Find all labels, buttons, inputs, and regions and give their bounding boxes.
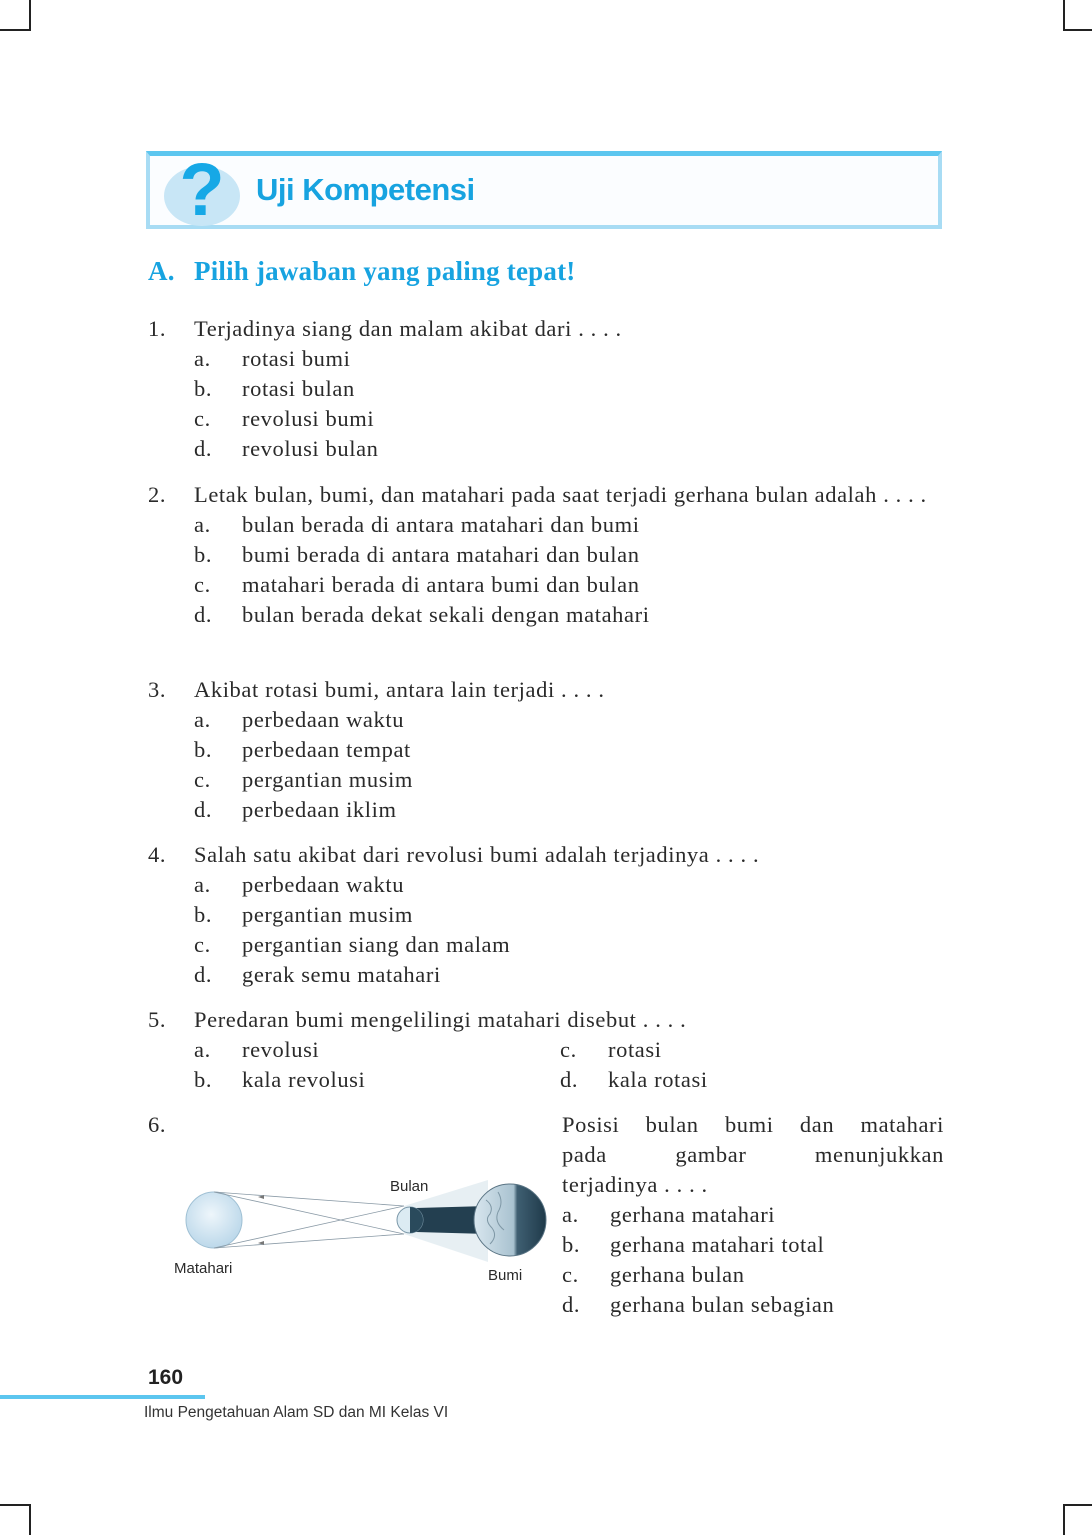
section-title: [148, 256, 575, 287]
question-number: 6.: [148, 1112, 167, 1137]
option-letter: d.: [194, 602, 213, 627]
option-letter: d.: [194, 797, 213, 822]
option-text: rotasi bulan: [242, 376, 355, 401]
option-b[interactable]: [194, 540, 944, 570]
option-list: [194, 1035, 944, 1095]
option-text: pergantian musim: [242, 767, 414, 792]
option-letter: b.: [194, 542, 213, 567]
option-letter: c.: [560, 1037, 577, 1062]
question-5: [148, 1005, 944, 1095]
option-letter: b.: [194, 902, 213, 927]
option-letter: c.: [194, 932, 211, 957]
section-instruction: Pilih jawaban yang paling tepat!: [194, 256, 576, 286]
option-c[interactable]: [194, 930, 944, 960]
question-stem: [562, 1110, 944, 1200]
question-stem: Terjadinya siang dan malam akibat dari . . . .: [194, 316, 622, 341]
option-letter: a.: [194, 512, 211, 537]
moon-label: Bulan: [390, 1178, 429, 1195]
option-letter: a.: [194, 346, 211, 371]
option-letter: d.: [194, 436, 213, 461]
question-stem: Akibat rotasi bumi, antara lain terjadi . . . .: [194, 677, 605, 702]
option-text: gerhana bulan sebagian: [610, 1292, 835, 1317]
option-letter: d.: [562, 1292, 581, 1317]
option-b[interactable]: [194, 735, 944, 765]
lunar-eclipse-diagram: [168, 1170, 558, 1290]
question-stem: Letak bulan, bumi, dan matahari pada saat terjadi gerhana bulan adalah . . . .: [194, 482, 927, 507]
option-a[interactable]: [194, 870, 944, 900]
option-c[interactable]: [560, 1035, 860, 1065]
question-number: 4.: [148, 842, 167, 867]
option-text: rotasi bumi: [242, 346, 351, 371]
option-letter: a.: [562, 1202, 579, 1227]
question-2: [148, 480, 944, 630]
sun-icon: [186, 1192, 242, 1248]
option-a[interactable]: [562, 1200, 944, 1230]
option-text: perbedaan tempat: [242, 737, 411, 762]
option-letter: c.: [194, 572, 211, 597]
option-text: bulan berada dekat sekali dengan matahari: [242, 602, 650, 627]
option-b[interactable]: [562, 1230, 944, 1260]
heading-box: [146, 148, 942, 231]
option-text: pergantian siang dan malam: [242, 932, 511, 957]
option-text: perbedaan iklim: [242, 797, 397, 822]
option-letter: d.: [194, 962, 213, 987]
option-list: [562, 1200, 944, 1320]
option-c[interactable]: [194, 570, 944, 600]
question-mark-icon: ?: [179, 148, 225, 231]
crop-mark-top-right: [1063, 0, 1092, 31]
option-letter: a.: [194, 1037, 211, 1062]
section-label: A.: [148, 256, 175, 286]
option-text: rotasi: [608, 1037, 662, 1062]
option-letter: a.: [194, 872, 211, 897]
question-number: 1.: [148, 316, 167, 341]
question-1: [148, 314, 944, 464]
page-number: 160: [148, 1366, 184, 1389]
option-text: revolusi: [242, 1037, 320, 1062]
option-c[interactable]: [194, 765, 944, 795]
option-letter: b.: [562, 1232, 581, 1257]
question-number: 3.: [148, 677, 167, 702]
option-text: perbedaan waktu: [242, 707, 405, 732]
question-stem: Salah satu akibat dari revolusi bumi adalah terjadinya . . . .: [194, 842, 760, 867]
option-letter: b.: [194, 1067, 213, 1092]
crop-mark-top-left: [0, 0, 31, 31]
crop-mark-bottom-right: [1063, 1504, 1092, 1535]
option-letter: a.: [194, 707, 211, 732]
earth-label: Bumi: [488, 1267, 523, 1284]
question-number: 2.: [148, 482, 167, 507]
stem-line: terjadinya . . . .: [562, 1172, 708, 1197]
option-text: gerhana matahari total: [610, 1232, 825, 1257]
option-letter: c.: [562, 1262, 579, 1287]
crop-mark-bottom-left: [0, 1504, 31, 1535]
option-b[interactable]: [194, 900, 944, 930]
option-text: gerak semu matahari: [242, 962, 441, 987]
option-text: perbedaan waktu: [242, 872, 405, 897]
option-d[interactable]: [562, 1290, 944, 1320]
option-b[interactable]: [194, 374, 944, 404]
question-6: [562, 1110, 944, 1320]
book-title: Ilmu Pengetahuan Alam SD dan MI Kelas VI: [144, 1404, 449, 1421]
option-text: bumi berada di antara matahari dan bulan: [242, 542, 640, 567]
option-list: [194, 705, 944, 825]
question-stem: Peredaran bumi mengelilingi matahari disebut . . . .: [194, 1007, 687, 1032]
option-text: revolusi bumi: [242, 406, 375, 431]
option-text: gerhana matahari: [610, 1202, 776, 1227]
option-text: bulan berada di antara matahari dan bumi: [242, 512, 640, 537]
stem-line: pada gambar menunjukkan: [562, 1142, 944, 1167]
option-d[interactable]: [194, 795, 944, 825]
question-3: [148, 675, 944, 825]
option-letter: b.: [194, 376, 213, 401]
option-text: kala rotasi: [608, 1067, 708, 1092]
option-d[interactable]: [194, 960, 944, 990]
option-d[interactable]: [194, 434, 944, 464]
option-letter: d.: [560, 1067, 579, 1092]
option-b[interactable]: [194, 1065, 560, 1095]
page-title: Uji Kompetensi: [256, 172, 475, 207]
earth-icon: [474, 1184, 546, 1256]
option-text: matahari berada di antara bumi dan bulan: [242, 572, 640, 597]
stem-line: Posisi bulan bumi dan matahari: [562, 1112, 944, 1137]
option-letter: b.: [194, 737, 213, 762]
option-letter: c.: [194, 406, 211, 431]
option-c[interactable]: [562, 1260, 944, 1290]
sun-label: Matahari: [174, 1260, 233, 1277]
footer-rule: [0, 1395, 205, 1399]
option-a[interactable]: [194, 1035, 560, 1065]
option-text: revolusi bulan: [242, 436, 379, 461]
question-number: 5.: [148, 1007, 167, 1032]
option-a[interactable]: [194, 705, 944, 735]
option-a[interactable]: [194, 344, 944, 374]
option-text: gerhana bulan: [610, 1262, 745, 1287]
option-d[interactable]: [194, 600, 944, 630]
option-c[interactable]: [194, 404, 944, 434]
option-letter: c.: [194, 767, 211, 792]
option-list: [194, 870, 944, 990]
option-text: kala revolusi: [242, 1067, 366, 1092]
option-d[interactable]: [560, 1065, 860, 1095]
option-list: [194, 344, 944, 464]
option-a[interactable]: [194, 510, 944, 540]
option-text: pergantian musim: [242, 902, 414, 927]
question-4: [148, 840, 944, 990]
option-list: [194, 510, 944, 630]
